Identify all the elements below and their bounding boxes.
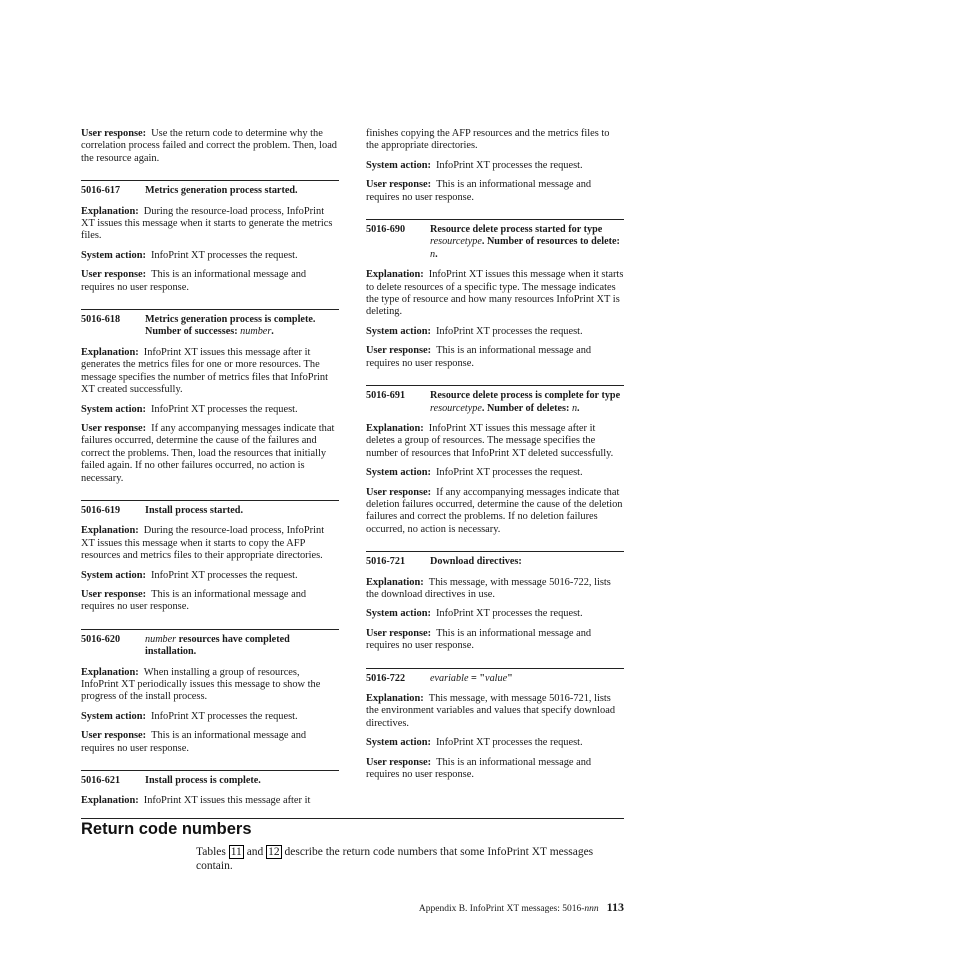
page-number: 113 [606, 900, 624, 914]
explanation-621-continued: finishes copying the AFP resources and the metrics files to the appropriate directories. [366, 128, 610, 152]
explanation-722: Explanation: This message, with message 5016-721, lists the environment variables and values that specify download directives. [366, 693, 616, 729]
system-action-619: System action: InfoPrint XT processes the request. [81, 569, 298, 581]
message-header-690: 5016-690 Resource delete process started for type resourcetype. Number of resources to delete: n. [366, 219, 624, 261]
system-action-617: System action: InfoPrint XT processes the request. [81, 249, 298, 261]
table-link-11[interactable]: 11 [230, 846, 242, 858]
system-action-621: System action: InfoPrint XT processes the request. [366, 159, 583, 171]
message-header-721: 5016-721 Download directives: [366, 551, 624, 568]
explanation-621: Explanation: InfoPrint XT issues this message after it [81, 795, 311, 807]
message-header-621: 5016-621 Install process is complete. [81, 770, 339, 787]
left-column [81, 128, 339, 815]
right-column [366, 128, 624, 788]
system-action-620: System action: InfoPrint XT processes the request. [81, 710, 298, 722]
table-link-12[interactable]: 12 [268, 846, 280, 858]
user-response-619: User response: This is an informational message and requires no user response. [81, 588, 307, 613]
explanation-721: Explanation: This message, with message 5016-722, lists the download directives in use. [366, 576, 611, 600]
explanation-618: Explanation: InfoPrint XT issues this message after it generates the metrics files for one or more resources. The message specifies the number of metrics files that InfoPrint XT created successfully. [81, 346, 328, 396]
explanation-691: Explanation: InfoPrint XT issues this message after it deletes a group of resources. The message specifies the number of resources that InfoPrint XT deleted successfully. [366, 422, 614, 459]
user-response-618: User response: If any accompanying messages indicate that failures occurred, determine the cause of the failures and correct the problems. Then, load the resources that initially failed again. If no other failures occurred, no action is necessary. [81, 422, 335, 484]
section-body: Tables 11 and 12 describe the return code numbers that some InfoPrint XT messages contain. [196, 846, 594, 872]
explanation-620: Explanation: When installing a group of resources, InfoPrint XT periodically issues this message to show the progress of the install process. [81, 666, 321, 703]
intro-user-response: User response: Use the return code to determine why the correlation process failed and correct the problem. Then, load the resource again. [81, 128, 338, 164]
system-action-722: System action: InfoPrint XT processes the request. [366, 737, 583, 749]
user-response-617: User response: This is an informational message and requires no user response. [81, 269, 307, 293]
explanation-690: Explanation: InfoPrint XT issues this message when it starts to delete resources of a specific type. The message indicates the type of resource and how many resources InfoPrint XT is deleting. [366, 269, 624, 318]
system-action-691: System action: InfoPrint XT processes the request. [366, 467, 583, 479]
message-header-691: 5016-691 Resource delete process is complete for type resourcetype. Number of deletes: n. [366, 385, 624, 415]
user-response-691: User response: If any accompanying messages indicate that deletion failures occurred, determine the cause of the deletion failures and correct the problems. If no deletion failures occurred, no action is necessary. [366, 486, 623, 535]
user-response-621: User response: This is an informational message and requires no user response. [366, 179, 592, 203]
system-action-690: System action: InfoPrint XT processes the request. [366, 325, 583, 337]
user-response-620: User response: This is an informational message and requires no user response. [81, 730, 307, 754]
page-footer: Appendix B. InfoPrint XT messages: 5016-nnn 113 [418, 900, 624, 914]
message-header-620: 5016-620 number resources have completed installation. [81, 629, 339, 659]
message-header-619: 5016-619 Install process started. [81, 500, 339, 517]
message-header-722: 5016-722 evariable = "value" [366, 668, 624, 685]
message-header-618: 5016-618 Metrics generation process is complete. Number of successes: number. [81, 309, 339, 339]
user-response-722: User response: This is an informational message and requires no user response. [366, 756, 592, 781]
user-response-721: User response: This is an informational message and requires no user response. [366, 627, 592, 652]
explanation-619: Explanation: During the resource-load process, InfoPrint XT issues this message when it starts to copy the AFP resources and metrics files to their appropriate directories. [81, 525, 325, 562]
message-header-617: 5016-617 Metrics generation process started. [81, 180, 339, 197]
system-action-721: System action: InfoPrint XT processes the request. [366, 608, 583, 620]
explanation-617: Explanation: During the resource-load process, InfoPrint XT issues this message when it starts to generate the metrics files. [81, 205, 333, 242]
section-title: Return code numbers [81, 820, 252, 838]
system-action-618: System action: InfoPrint XT processes the request. [81, 403, 298, 415]
section-divider [81, 818, 624, 819]
user-response-690: User response: This is an informational message and requires no user response. [366, 345, 592, 369]
